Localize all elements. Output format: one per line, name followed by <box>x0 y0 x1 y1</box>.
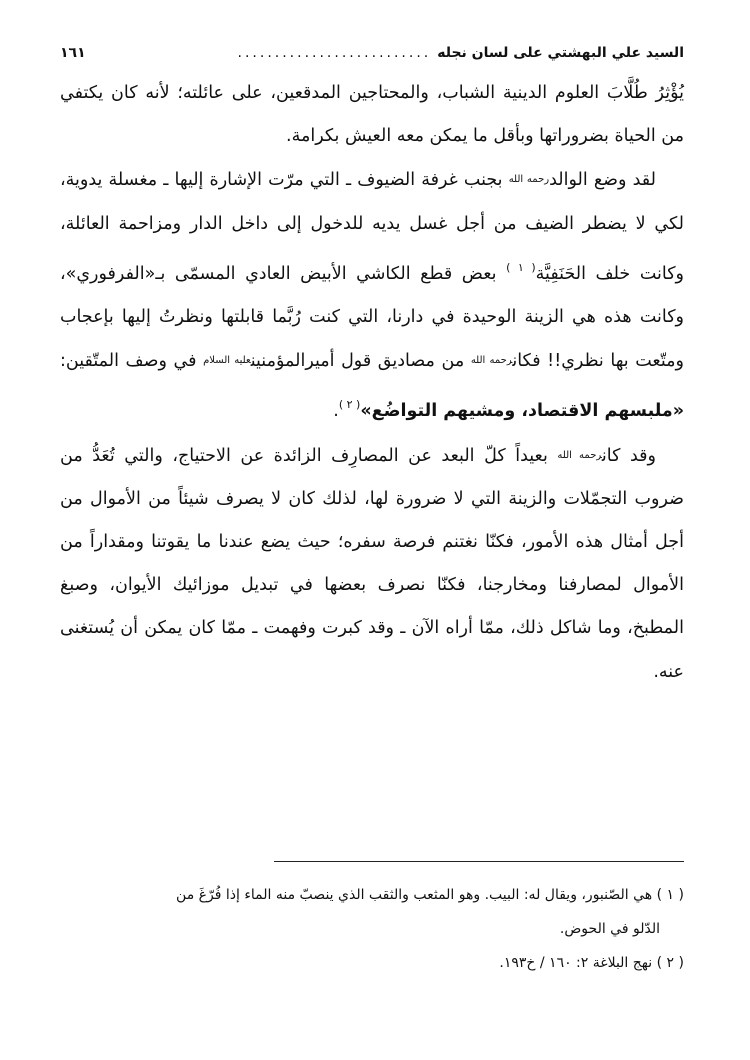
text-run: وقد كان <box>601 445 656 466</box>
text-run: لقد وضع الوالد <box>549 170 656 191</box>
footnote-text: نهج البلاغة ٢: ١٦٠ / خ١٩٣. <box>499 955 657 971</box>
text-run: يُؤْثِرُ طُلَّابَ العلوم الدينية الشباب، والمحتاجين المدقعين، على عائلته؛ لأنه كان يكتفي من الحياة بضروراتها وبأقل ما يمكن معه العيش بكرامة. <box>60 83 684 147</box>
footnote-reference: ( ٢ ) <box>338 398 361 412</box>
footnote-reference: ( ١ ) <box>506 260 536 274</box>
paragraph <box>60 434 684 694</box>
footnote-text: هي الصّنبور، ويقال له: البيب. وهو المثعب والثقب الذي ينصبّ منه الماء إذا فُرّغَ من <box>176 887 657 903</box>
text-run: . <box>333 401 339 422</box>
page-number: ١٦١ <box>60 45 86 61</box>
body-text <box>60 72 684 694</box>
paragraph <box>60 72 684 158</box>
text-run: من مصاديق قول أميرالمؤمنين <box>250 351 471 372</box>
honorific-mark: رحمه الله <box>508 174 550 186</box>
honorific-mark: رحمه الله <box>470 355 513 367</box>
footnotes <box>60 878 684 980</box>
running-header-title: السيد علي البهشتي على لسان نجله <box>437 45 684 61</box>
leader-dots: .......................... <box>237 46 432 60</box>
text-run: بعض قطع الكاشي الأبيض العادي المسمّى بـ«الفرفوري»، وكانت هذه هي الزينة الوحيدة في دارنا، التي كنت رُبَّما قابلتها ونظرتُ إليها بإعجاب ومتّعت بها نظري!! فكان <box>60 263 684 372</box>
footnote-number: ( ١ ) <box>656 887 684 903</box>
footnote-number: ( ٢ ) <box>656 955 684 971</box>
footnote-divider <box>274 861 684 862</box>
text-run: بجنب غرفة الضيوف ـ التي مرّت الإشارة إليها ـ مغسلة يدوية، لكي لا يضطر الضيف من أجل غسل يديه للدخول إلى داخل الدار ومزاحمة العائلة، وكانت خلف الحَنَفِيَّة <box>60 170 684 284</box>
honorific-mark: عليه السلام <box>203 355 251 367</box>
footnote <box>60 878 684 912</box>
footnote-continuation: الدّلو في الحوض. <box>559 921 660 937</box>
footnote <box>60 946 684 980</box>
running-header <box>60 30 684 60</box>
text-run: في وصف المتّقين: <box>60 351 204 372</box>
text-run: بعيداً كلّ البعد عن المصارِف الزائدة عن الاحتياج، والتي تُعَدُّ من ضروب التجمّلات والزينة التي لا ضرورة لها، لذلك كان لا يصرف شيئاً من الأموال من أجل أمثال هذه الأمور، فكنّا نغتنم فرصة سفره؛ حيث يضع عندنا ما يقوتنا ومقداراً من الأموال لمصارفنا ومخارجنا، فكنّا نصرف بعضها في تبديل موزائيك الأيوان، وصبغ المطبخ، وما شاكل ذلك، ممّا أراه الآن ـ وقد كبرت وفهمت ـ ممّا كان يمكن أن يُستغنى عنه. <box>60 445 684 682</box>
honorific-mark: رحمه الله <box>557 449 602 461</box>
paragraph <box>60 158 684 433</box>
quotation: «ملبسهم الاقتصاد، ومشيهم التواضُع» <box>360 401 684 422</box>
